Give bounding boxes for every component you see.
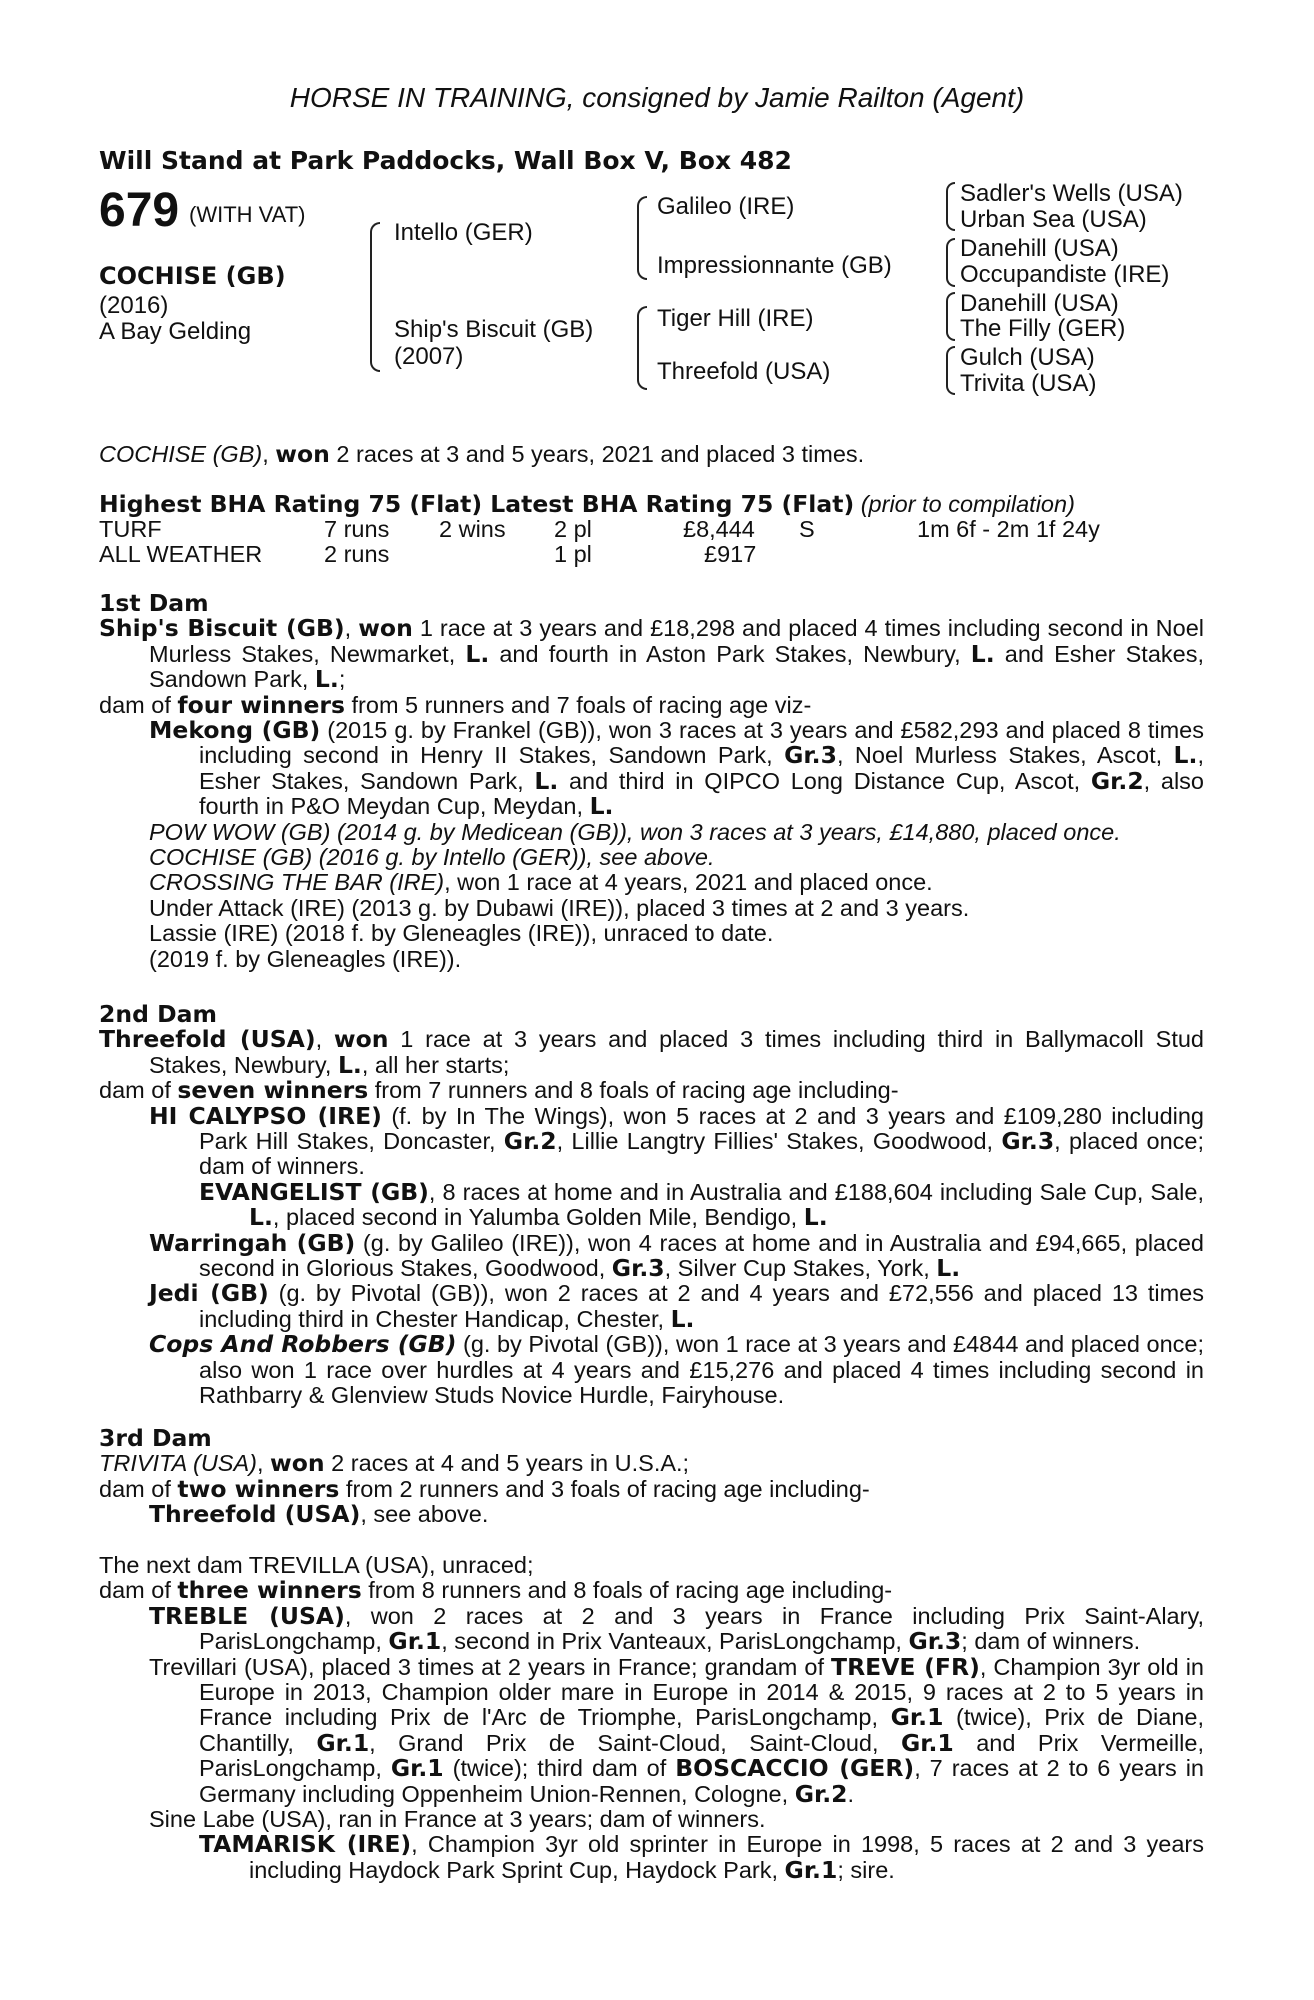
pedigree-dam-sire: Tiger Hill (IRE) <box>657 305 814 332</box>
progeny-text: , Lillie Langtry Fillies' Stakes, Goodwood, <box>556 1128 1002 1155</box>
pedigree-brace <box>946 346 955 395</box>
winners-count: two winners <box>177 1474 340 1503</box>
turf-placed: 2 pl <box>554 516 592 542</box>
pedigree-dds: Gulch (USA) <box>960 344 1095 371</box>
section-heading: 3rd Dam <box>99 1424 212 1452</box>
grade-mark: Gr.1 <box>890 1703 944 1732</box>
aw-earnings: £917 <box>704 541 757 567</box>
grade-mark: Gr.3 <box>908 1627 962 1656</box>
progeny-text: . <box>847 1780 855 1807</box>
pedigree-dam-year: (2007) <box>394 343 464 370</box>
turf-distance: 1m 6f - 2m 1f 24y <box>917 516 1100 542</box>
horse-name: COCHISE (GB) <box>99 262 286 290</box>
progeny-text: ; dam of winners. <box>961 1628 1141 1655</box>
pedigree-ddd: Trivita (USA) <box>960 370 1097 397</box>
listed-mark: L. <box>314 665 339 694</box>
progeny-text: and third in QIPCO Long Distance Cup, Ascot, <box>558 767 1091 794</box>
progeny-name: Warringah (GB) <box>149 1228 356 1257</box>
third-dam-section: 3rd Dam TRIVITA (USA), won 2 races at 4 and 5 years in U.S.A.; dam of two winners from 2 runners and 3 foals of racing age including- Threefold (USA), see above. <box>99 1426 1204 1528</box>
horse-description: A Bay Gelding <box>99 318 252 345</box>
winners-count: four winners <box>177 690 345 719</box>
pedigree-brace <box>946 182 955 231</box>
race-summary: COCHISE (GB), won 2 races at 3 and 5 years, 2021 and placed 3 times. <box>99 440 865 468</box>
progeny-text: , see above. <box>360 1501 489 1528</box>
progeny-text: ; sire. <box>837 1856 895 1883</box>
progeny-name: TREVE (FR) <box>831 1652 980 1681</box>
pedigree-sss: Sadler's Wells (USA) <box>960 180 1183 207</box>
second-dam-section: 2nd Dam Threefold (USA), won 1 race at 3 years and placed 3 times including third in Ballymacoll Stud Stakes, Newbury, L., all her starts; dam of seven winners from 7 runners and 8 foals of racing age including- HI CALYPSO (IRE) (f. by In The Wings), won 5 races at 2 and 3 years and £109,280 including Park Hill Stakes, Doncaster, Gr.2, Lillie Langtry Fillies' Stakes, Goodwood, Gr.3, placed once; dam of winners. EVANGELIST (GB), 8 races at home and in Australia and £188,604 including Sale Cup, Sale, L., placed second in Yalumba Golden Mile, Bendigo, L. Warringah (GB) (g. by Galileo (IRE)), won 4 races at home and in Australia and £94,665, placed second in Glorious Stakes, Goodwood, Gr.3, Silver Cup Stakes, York, L. Jedi (GB) (g. by Pivotal (GB)), won 2 races at 2 and 4 years and £72,556 and placed 13 times including third in Chester Handicap, Chester, L. Cops And Robbers (GB) (g. by Pivotal (GB)), won 1 race at 3 years and £4844 and placed once; also won 1 race over hurdles at 4 years and £15,276 and placed 4 times including second in Rathbarry & Glenview Studs Novice Hurdle, Fairyhouse. <box>99 1000 1205 1409</box>
rating-text: Highest BHA Rating 75 (Flat) Latest BHA Rating 75 (Flat) <box>99 490 855 518</box>
winners-count: three winners <box>177 1576 362 1605</box>
dam-name: TRIVITA (USA) <box>99 1450 257 1477</box>
listed-mark: L. <box>803 1203 828 1232</box>
progeny-name: Mekong (GB) <box>149 716 321 745</box>
progeny-text: (twice); third dam of <box>443 1755 676 1782</box>
pedigree-brace <box>946 292 955 341</box>
aw-label: ALL WEATHER <box>99 541 263 567</box>
dam-of-text: dam of <box>99 1077 178 1104</box>
page-title: HORSE IN TRAINING, consigned by Jamie Railton (Agent) <box>289 82 1025 113</box>
progeny-name: BOSCACCIO (GER) <box>675 1754 915 1783</box>
dam-name: Threefold (USA) <box>99 1025 316 1054</box>
progeny-line: POW WOW (GB) (2014 g. by Medicean (GB)), won 3 races at 3 years, £14,880, placed once. <box>149 818 1121 845</box>
dam-text: and Esher Stakes, Sandown Park, <box>149 640 1204 693</box>
listed-mark: L. <box>465 639 490 668</box>
grade-mark: Gr.1 <box>316 1728 370 1757</box>
grade-mark: Gr.3 <box>611 1254 665 1283</box>
progeny-text: (twice), Prix de Diane, Chantilly, <box>199 1704 1204 1756</box>
progeny-text: , won 1 race at 4 years, 2021 and placed once. <box>444 869 933 896</box>
pedigree-ssd: Urban Sea (USA) <box>960 206 1147 233</box>
bha-rating <box>99 490 1075 518</box>
winners-count: seven winners <box>177 1076 369 1105</box>
pedigree-sire-dam: Impressionnante (GB) <box>657 252 892 279</box>
progeny-text: and Prix Vermeille, ParisLongchamp, <box>199 1729 1204 1782</box>
turf-wins: 2 wins <box>439 516 506 542</box>
lot-number: 679 <box>99 184 180 237</box>
won-word: won <box>333 1025 389 1054</box>
listed-mark: L. <box>670 1304 695 1333</box>
listed-mark: L. <box>936 1254 961 1283</box>
won-word: won <box>270 1449 325 1478</box>
progeny-text: , 7 races at 2 to 6 years in Germany including Oppenheim Union-Rennen, Cologne, <box>199 1755 1204 1807</box>
dam-text: , all her starts; <box>361 1051 510 1078</box>
progeny-name: EVANGELIST (GB) <box>199 1177 429 1206</box>
grade-mark: Gr.3 <box>1001 1127 1055 1156</box>
progeny-text: , also fourth in P&O Meydan Cup, Meydan, <box>199 767 1205 820</box>
pedigree-sdd: Occupandiste (IRE) <box>960 261 1170 288</box>
listed-mark: L. <box>337 1050 362 1079</box>
turf-runs: 7 runs <box>324 516 390 542</box>
pedigree-sire-sire: Galileo (IRE) <box>657 193 795 220</box>
grade-mark: Gr.1 <box>784 1855 838 1884</box>
progeny-line: (2019 f. by Gleneagles (IRE)). <box>149 945 462 972</box>
dam-of-text: dam of <box>99 691 178 718</box>
dam-of-text: from 2 runners and 3 foals of racing age including- <box>339 1475 870 1502</box>
progeny-text: , placed once; dam of winners. <box>199 1128 1205 1180</box>
progeny-text: , 8 races at home and in Australia and £188,604 including Sale Cup, Sale, <box>428 1178 1204 1205</box>
listed-mark: L. <box>1173 741 1198 770</box>
dam-of-text: dam of <box>99 1475 178 1502</box>
pedigree-brace <box>370 222 380 372</box>
pedigree-dam-dam: Threefold (USA) <box>657 358 831 385</box>
dam-text: and fourth in Aston Park Stakes, Newbury, <box>489 640 971 667</box>
progeny-text: , Grand Prix de Saint-Cloud, Saint-Cloud, <box>369 1729 901 1756</box>
turf-earnings: £8,444 <box>683 516 755 542</box>
dam-of-text: dam of <box>99 1577 178 1604</box>
progeny-name: Cops And Robbers (GB) <box>149 1330 457 1359</box>
turf-going: S <box>799 516 815 542</box>
horse-year: (2016) <box>99 292 169 319</box>
summary-horse-name: COCHISE (GB) <box>99 441 263 467</box>
pedigree-dsd: The Filly (GER) <box>960 315 1126 342</box>
grade-mark: Gr.2 <box>794 1779 848 1808</box>
progeny-name: CROSSING THE BAR (IRE) <box>149 869 445 896</box>
dam-text: 1 race at 3 years and placed 3 times including third in Ballymacoll Stud Stakes, Newbury, <box>149 1026 1205 1078</box>
next-dam-intro: The next dam TREVILLA (USA), unraced; <box>99 1552 534 1578</box>
dam-text: ; <box>338 666 346 693</box>
progeny-text: , placed second in Yalumba Golden Mile, Bendigo, <box>272 1204 804 1231</box>
dam-name: Ship's Biscuit (GB) <box>99 614 345 643</box>
progeny-line: Under Attack (IRE) (2013 g. by Dubawi (IRE)), placed 3 times at 2 and 3 years. <box>149 894 970 921</box>
pedigree-sire: Intello (GER) <box>394 219 533 246</box>
aw-runs: 2 runs <box>324 541 390 567</box>
progeny-text: , second in Prix Vanteaux, ParisLongchamp, <box>441 1628 909 1655</box>
turf-label: TURF <box>99 516 162 542</box>
turf-row <box>99 516 1204 541</box>
pedigree-brace <box>637 196 647 280</box>
progeny-text: (g. by Pivotal (GB)), won 2 races at 2 and 4 years and £72,556 and placed 13 times including third in Chester Handicap, Chester, <box>199 1280 1205 1332</box>
section-heading: 2nd Dam <box>99 1000 217 1028</box>
grade-mark: Gr.1 <box>390 1754 444 1783</box>
summary-text: 2 races at 3 and 5 years, 2021 and placed 3 times. <box>329 441 865 467</box>
dam-text: 2 races at 4 and 5 years in U.S.A.; <box>324 1450 690 1477</box>
first-dam-section: 1st Dam Ship's Biscuit (GB), won 1 race at 3 years and £18,298 and placed 4 times including second in Noel Murless Stakes, Newmarket, L. and fourth in Aston Park Stakes, Newbury, L. and Esher Stakes, Sandown Park, L.; dam of four winners from 5 runners and 7 foals of racing age viz- Mekong (GB) (2015 g. by Frankel (GB)), won 3 races at 3 years and £582,293 and placed 8 times including second in Henry II Stakes, Sandown Park, Gr.3, Noel Murless Stakes, Ascot, L., Esher Stakes, Sandown Park, L. and third in QIPCO Long Distance Cup, Ascot, Gr.2, also fourth in P&O Meydan Cup, Meydan, L. POW WOW (GB) (2014 g. by Medicean (GB)), won 3 races at 3 years, £14,880, placed once. COCHISE (GB) (2016 g. by Intello (GER)), see above. CROSSING THE BAR (IRE), won 1 race at 4 years, 2021 and placed once. Under Attack (IRE) (2013 g. by Dubawi (IRE)), placed 3 times at 2 and 3 years. Lassie (IRE) (2018 f. by Gleneagles (IRE)), unraced to date. (2019 f. by Gleneagles (IRE)). <box>99 589 1205 972</box>
won-word: won <box>358 614 413 643</box>
progeny-text: , Silver Cup Stakes, York, <box>664 1255 937 1282</box>
dam-text: 1 race at 3 years and £18,298 and placed 4 times including second in Noel Murless Stakes, Newmarket, <box>149 615 1205 667</box>
listed-mark: L. <box>970 639 995 668</box>
grade-mark: Gr.1 <box>900 1728 954 1757</box>
grade-mark: Gr.2 <box>1090 766 1144 795</box>
grade-mark: Gr.2 <box>503 1127 557 1156</box>
grade-mark: Gr.1 <box>388 1627 442 1656</box>
progeny-text: , Esher Stakes, Sandown Park, <box>199 742 1204 794</box>
listed-mark: L. <box>249 1203 273 1232</box>
progeny-line: COCHISE (GB) (2016 g. by Intello (GER)), see above. <box>149 844 715 871</box>
progeny-text: , Champion 3yr old sprinter in Europe in 1998, 5 races at 2 and 3 years including Haydock Park Sprint Cup, Haydock Park, <box>249 1831 1204 1883</box>
progeny-line: Sine Labe (USA), ran in France at 3 years; dam of winners. <box>149 1806 766 1833</box>
progeny-text: Trevillari (USA), placed 3 times at 2 years in France; grandam of <box>149 1653 832 1680</box>
progeny-text: , won 2 races at 2 and 3 years in France including Prix Saint-Alary, ParisLongchamp, <box>199 1602 1204 1655</box>
all-weather-row <box>99 541 1204 566</box>
pedigree-dss: Danehill (USA) <box>960 290 1119 317</box>
listed-mark: L. <box>589 792 614 821</box>
progeny-name: TAMARISK (IRE) <box>199 1830 412 1859</box>
pedigree-brace <box>946 238 955 287</box>
won-word: won <box>275 440 330 468</box>
aw-placed: 1 pl <box>554 541 592 567</box>
progeny-name: Jedi (GB) <box>149 1279 269 1308</box>
pedigree-brace <box>637 306 647 390</box>
progeny-text: (f. by In The Wings), won 5 races at 2 and 3 years and £109,280 including Park Hill Stakes, Doncaster, <box>199 1102 1204 1155</box>
grade-mark: Gr.3 <box>784 741 837 770</box>
pedigree-sds: Danehill (USA) <box>960 235 1119 262</box>
progeny-name: HI CALYPSO (IRE) <box>149 1101 382 1130</box>
stand-location: Will Stand at Park Paddocks, Wall Box V, Box 482 <box>99 146 792 175</box>
dam-of-text: from 5 runners and 7 foals of racing age viz- <box>345 691 812 718</box>
progeny-name: TREBLE (USA) <box>149 1601 345 1630</box>
listed-mark: L. <box>534 766 559 795</box>
progeny-text: , Noel Murless Stakes, Ascot, <box>836 742 1174 769</box>
progeny-text: , Champion 3yr old in Europe in 2013, Champion older mare in Europe in 2014 & 2015, 9 races at 2 to 5 years in France including Prix de l'Arc de Triomphe, ParisLongchamp, <box>199 1653 1204 1731</box>
section-heading: 1st Dam <box>99 589 209 617</box>
dam-of-text: from 8 runners and 8 foals of racing age including- <box>361 1577 893 1604</box>
pedigree-dam: Ship's Biscuit (GB) <box>394 316 594 343</box>
progeny-text: (g. by Galileo (IRE)), won 4 races at home and in Australia and £94,665, placed second in Glorious Stakes, Goodwood, <box>199 1229 1204 1282</box>
progeny-text: (2015 g. by Frankel (GB)), won 3 races at 3 years and £582,293 and placed 8 times including second in Henry II Stakes, Sandown Park, <box>199 717 1204 769</box>
progeny-name: Threefold (USA) <box>149 1500 361 1529</box>
vat-note: (WITH VAT) <box>189 202 306 227</box>
progeny-text: (g. by Pivotal (GB)), won 1 race at 3 years and £4844 and placed once; also won 1 race over hurdles at 4 years and £15,276 and placed 4 times including second in Rathbarry & Glenview Studs Novice Hurdle, Fairyhouse. <box>199 1331 1204 1409</box>
dam-of-text: from 7 runners and 8 foals of racing age including- <box>368 1077 899 1104</box>
progeny-line: Lassie (IRE) (2018 f. by Gleneagles (IRE)), unraced to date. <box>149 920 774 947</box>
fourth-dam-section <box>99 1553 1204 1883</box>
rating-note: (prior to compilation) <box>854 491 1075 517</box>
